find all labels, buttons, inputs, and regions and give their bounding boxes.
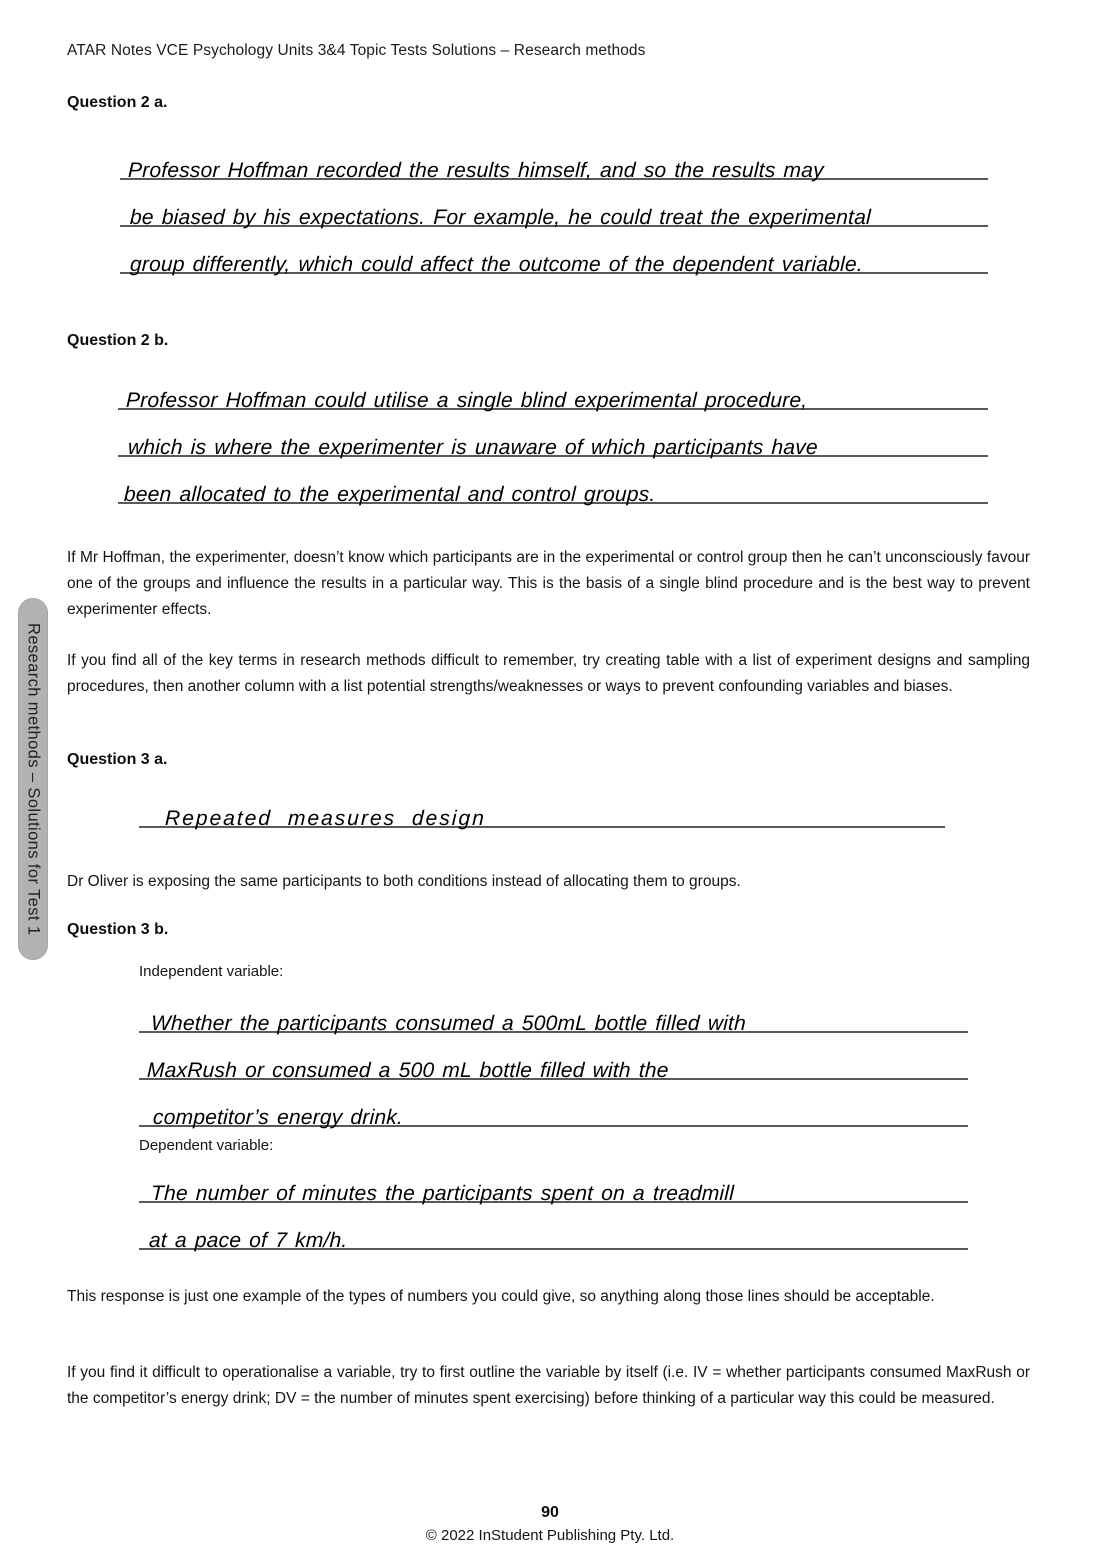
handwritten-text: Whether the participants consumed a 500mL bottle filled with — [150, 1012, 747, 1035]
handwritten-text: group differently, which could affect the outcome of the dependent variable. — [129, 253, 864, 276]
handwritten-text: at a pace of 7 km/h. — [148, 1229, 348, 1252]
book-title-header: ATAR Notes VCE Psychology Units 3&4 Topic Tests Solutions – Research methods — [67, 42, 646, 59]
handwritten-text: MaxRush or consumed a 500 mL bottle filled with the — [146, 1059, 669, 1082]
handwritten-text: Repeated measures design — [164, 807, 487, 830]
question-3a-answer — [139, 781, 945, 828]
sidebar-tab — [18, 598, 48, 960]
ruled-line — [139, 986, 968, 1033]
ruled-line — [139, 1033, 968, 1080]
q3b-tip-paragraph: If you find it difficult to operationalise a variable, try to first outline the variable by itself (i.e. IV = whether participants consumed MaxRush or the competitor’s energy drink; DV = the number of minutes spent exercising) before thinking of a particular way this could be measured. — [67, 1364, 1030, 1407]
dependent-variable-label: Dependent variable: — [139, 1137, 274, 1154]
question-3b-iv-answer — [139, 986, 968, 1127]
ruled-line — [118, 410, 988, 457]
q2b-explanation-paragraph: If Mr Hoffman, the experimenter, doesn’t know which participants are in the experimental or control group then he can’t unconsciously favour one of the groups and influence the results in a particular way. This is the basis of a single blind procedure and is the best way to prevent experimenter effects. — [67, 549, 1030, 618]
ruled-line — [120, 133, 988, 180]
question-2a-answer — [120, 133, 988, 274]
ruled-line — [139, 1080, 968, 1127]
handwritten-text: Professor Hoffman could utilise a single blind experimental procedure, — [125, 389, 808, 412]
handwritten-text: Professor Hoffman recorded the results himself, and so the results may — [127, 159, 825, 182]
ruled-line — [139, 1203, 968, 1250]
ruled-line — [120, 227, 988, 274]
handwritten-text: be biased by his expectations. For example, he could treat the experimental — [129, 206, 872, 229]
sidebar-tab-label: Research methods – Solutions for Test 1 — [24, 622, 43, 936]
ruled-line — [139, 781, 945, 828]
handwritten-text: which is where the experimenter is unaware of which participants have — [127, 436, 819, 459]
q2b-tip-paragraph: If you find all of the key terms in research methods difficult to remember, try creating table with a list of experiment designs and sampling procedures, then another column with a list potential strengths/weaknesses or ways to prevent confounding variables and biases. — [67, 652, 1030, 695]
question-2a-heading: Question 2 a. — [67, 94, 168, 111]
ruled-line — [139, 1156, 968, 1203]
handwritten-text: been allocated to the experimental and control groups. — [123, 483, 656, 506]
question-2b-answer — [118, 363, 988, 504]
q3a-explanation-paragraph: Dr Oliver is exposing the same participants to both conditions instead of allocating them to groups. — [67, 873, 741, 890]
handwritten-text: competitor’s energy drink. — [152, 1106, 404, 1129]
question-3b-heading: Question 3 b. — [67, 921, 169, 938]
ruled-line — [120, 180, 988, 227]
q3b-note-paragraph: This response is just one example of the types of numbers you could give, so anything along those lines should be acceptable. — [67, 1288, 935, 1305]
copyright-line: © 2022 InStudent Publishing Pty. Ltd. — [425, 1527, 675, 1544]
handwritten-text: The number of minutes the participants spent on a treadmill — [150, 1182, 735, 1205]
question-3a-heading: Question 3 a. — [67, 751, 168, 768]
independent-variable-label: Independent variable: — [139, 963, 284, 980]
ruled-line — [118, 363, 988, 410]
page-number: 90 — [541, 1504, 559, 1521]
question-3b-dv-answer — [139, 1156, 968, 1250]
ruled-line — [118, 457, 988, 504]
question-2b-heading: Question 2 b. — [67, 332, 169, 349]
